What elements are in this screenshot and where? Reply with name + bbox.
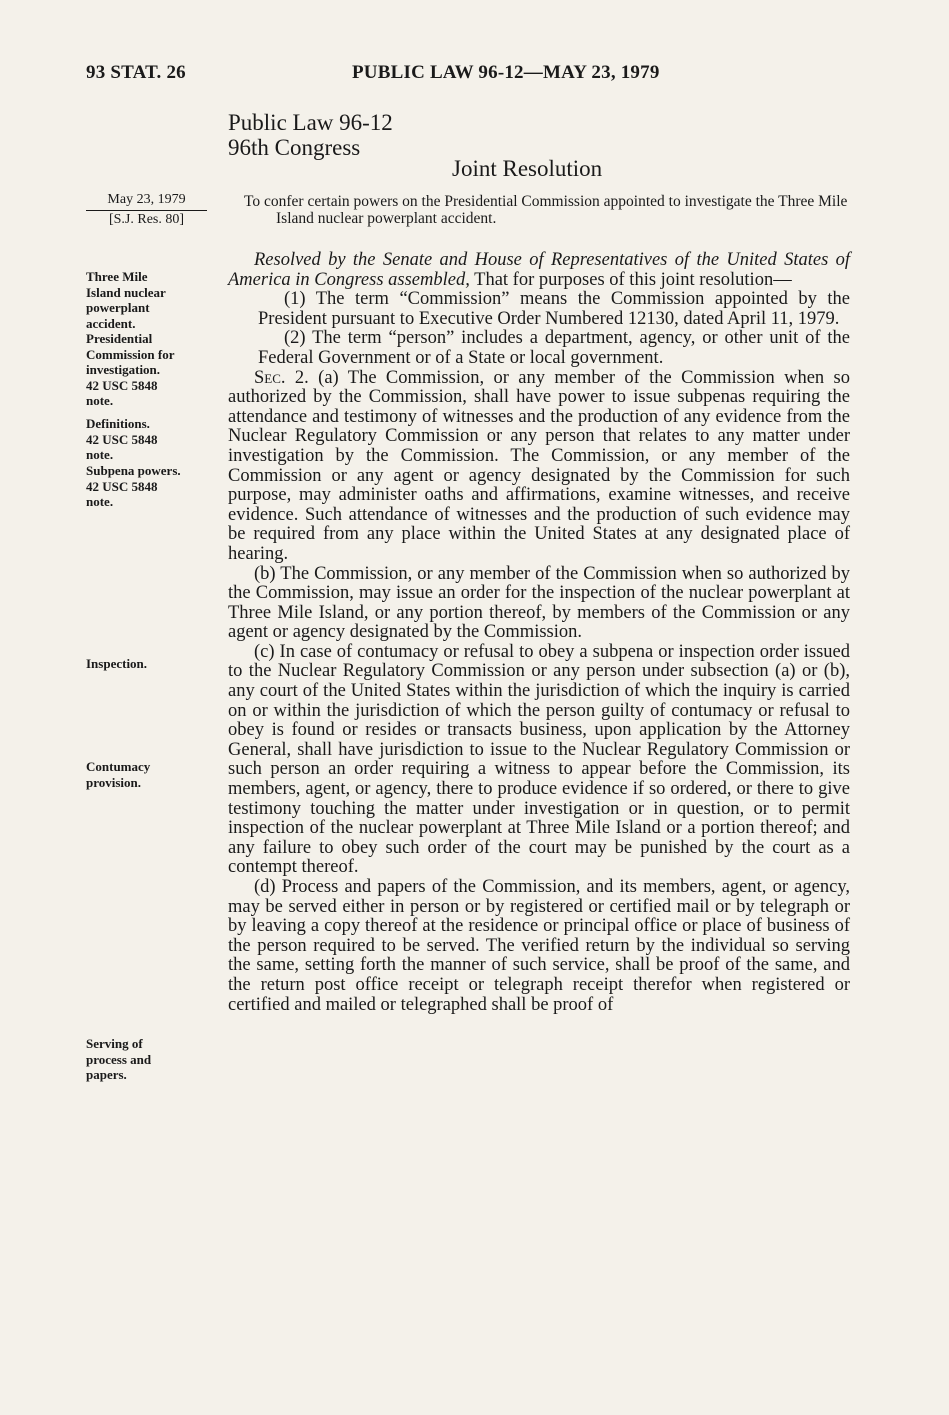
law-number: Public Law 96-12 [228,110,393,135]
resolving-clause [228,251,850,290]
section-2c: (c) In case of contumacy or refusal to obey a subpena or inspection order issued to the Nuclear Regulatory Commission or any person under subsection (a) or (b), any court of the United States within the jurisdiction of which the inquiry is carried on or within the jurisdiction of which the person guilty of contumacy or refusal to obey is found or resides or transacts business, upon application by the Attorney General, shall have jurisdiction to issue to the Nuclear Regulatory Commission or such person an order requiring a witness to appear before the Commission, its members, agent, or agency, there to produce evidence if so ordered, or there to give testimony touching the matter under investigation or in question, or to permit inspection of the nuclear powerplant at Three Mile Island or a portion thereof; and any failure to obey such order of the court may be punished by the court as a contempt thereof. [228,641,850,878]
running-title: PUBLIC LAW 96-12—MAY 23, 1979 [352,62,660,83]
margin-line: Island nuclear [86,284,166,300]
margin-line: Three Mile [86,269,148,284]
joint-resolution-heading: Joint Resolution [452,156,603,181]
congress-number: 96th Congress [228,135,361,160]
margin-line: Subpena powers. [86,463,181,478]
margin-line: Definitions. [86,416,150,431]
margin-note-tmi [86,269,211,409]
section-2a-text: (a) The Commission, or any member of the Commission when so authorized by the Commission, shall have power to issue subpenas requiring the attendance and testimony of witnesses and the production of any evidence from the Nuclear Regulatory Commission or any person that relates to any matter under investigation by the Commission. The Commission, or any member of the Commission or any agent or agency designated by the Commission for such purpose, may administer oaths and affirmations, examine witnesses, and receive evidence. Such attendance of witnesses and the production of such evidence may be required from any place within the United States at any designated place of hearing. [228,367,850,564]
resolution-body [228,251,850,1015]
margin-line: 42 USC 5848 [86,377,158,393]
definition-commission: (1) The term “Commission” means the Commission appointed by the President pursuant to Executive Order Numbered 12130, dated April 11, 1979. [258,289,850,329]
enactment-date: May 23, 1979 [86,191,207,211]
resolving-clause-rest: That for purposes of this joint resolution— [469,269,792,290]
margin-note-definitions [86,416,211,463]
margin-line: note. [86,393,114,408]
margin-line: Commission for [86,346,175,362]
margin-line: Inspection. [86,656,148,671]
margin-line: Presidential [86,331,153,346]
margin-line: accident. [86,315,136,331]
margin-note-subpena [86,463,211,510]
section-2d: (d) Process and papers of the Commission, and its members, agent, or agency, may be served either in person or by registered or certified mail or by telegraph or by leaving a copy thereof at the residence or principal office or place of business of the person required to be served. The verified return by the individual so serving the same, setting forth the manner of such service, shall be proof of the same, and the return post office receipt or telegraph receipt therefor when registered or certified and mailed or telegraphed shall be proof of [228,877,850,1015]
section-2a [228,369,850,565]
law-title-block [228,110,393,160]
section-2b: (b) The Commission, or any member of the Commission when so authorized by the Commission, may issue an order for the inspection of the nuclear powerplant at Three Mile Island, or any portion thereof, by members of the Commission or any agent or agency designated by the Commission. [228,563,850,643]
bill-number: [S.J. Res. 80] [108,212,185,227]
margin-line: investigation. [86,362,161,377]
margin-note-serving [86,1036,211,1083]
margin-line: powerplant [86,300,150,315]
margin-line: note. [86,494,114,509]
resolving-clause-italic: Resolved by the Senate and House of Representatives of the United States of America in Congress assembled, [228,250,850,290]
margin-line: note. [86,447,114,462]
date-block [86,191,207,229]
margin-line: papers. [86,1067,127,1082]
margin-line: Serving of [86,1036,143,1051]
definition-person: (2) The term “person” includes a department, agency, or other unit of the Federal Government or of a State or local government. [258,328,850,368]
margin-line: 42 USC 5848 [86,431,158,447]
margin-note-inspection [86,656,211,672]
margin-line: process and [86,1051,152,1067]
section-label: Sec. 2. [254,367,309,388]
margin-line: 42 USC 5848 [86,478,158,494]
margin-line: Contumacy [86,759,151,774]
page-stat-citation: 93 STAT. 26 [86,62,186,83]
margin-line: provision. [86,774,142,790]
purpose-clause: To confer certain powers on the Presidential Commission appointed to investigate the Three Mile Island nuclear powerplant accident. [244,193,848,227]
margin-note-contumacy [86,759,211,790]
